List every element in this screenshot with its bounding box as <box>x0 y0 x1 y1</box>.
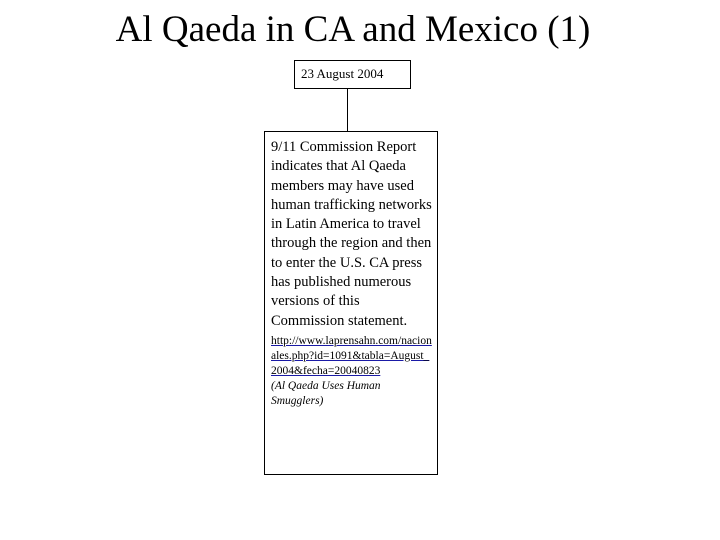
date-box <box>294 60 411 89</box>
slide-title: Al Qaeda in CA and Mexico (1) <box>115 9 591 50</box>
source-caption: (Al Qaeda Uses Human Smugglers) <box>271 379 381 407</box>
body-text: 9/11 Commission Report indicates that Al Qaeda members may have used human trafficking networks in Latin America to travel through the region and then to enter the U.S. CA press has published numerous versions of this Commission statement. <box>271 139 432 329</box>
connector-line <box>347 89 348 131</box>
date-label: 23 August 2004 <box>301 66 384 81</box>
content-box <box>264 131 438 475</box>
source-link[interactable]: http://www.laprensahn.com/nacionales.php?id=1091&tabla=August_2004&fecha=20040823 <box>271 334 432 377</box>
